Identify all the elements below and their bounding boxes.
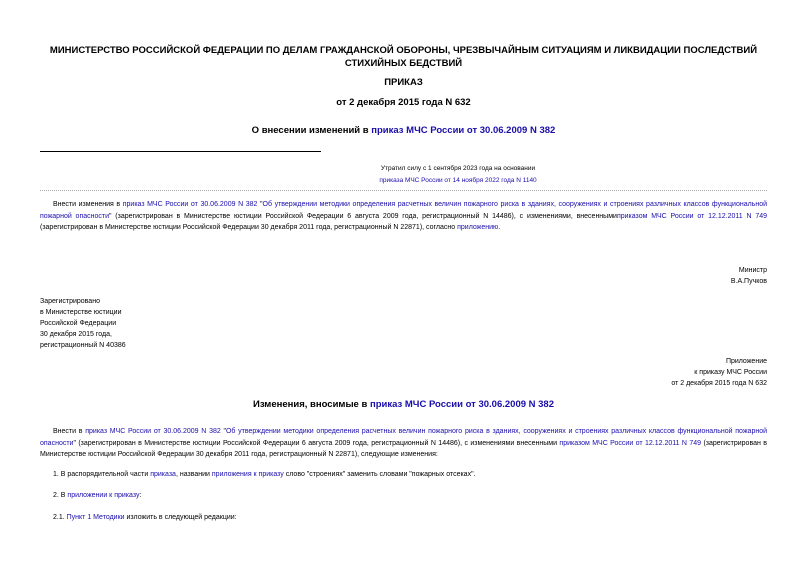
intro-text-5: . (498, 224, 501, 231)
dotted-divider (40, 190, 767, 191)
registration-line: Российской Федерации (40, 320, 117, 327)
changes-order-382-link[interactable]: приказ МЧС России от 30.06.2009 N 382 (85, 428, 221, 435)
registration-line: Зарегистрировано (40, 298, 100, 305)
order-link[interactable]: приказа (150, 471, 176, 478)
appendix-line: к приказу МЧС России (694, 369, 767, 376)
doc-type-heading: ПРИКАЗ (384, 77, 423, 88)
intro-text-3: " (зарегистрирован в Министерстве юстиции Российской Федерации 6 августа 2009 года, регистрационный N 14486), с изменениями, внесенными (109, 212, 617, 220)
intro-text-2: " (257, 201, 263, 208)
changes-text-2: " (220, 428, 226, 435)
changes-paragraph (40, 426, 767, 461)
changes-order-749-link[interactable]: приказом МЧС России от 12.12.2011 N 749 (559, 439, 702, 447)
registration-line: в Министерстве юстиции (40, 309, 122, 316)
order-date-number: от 2 декабря 2015 года N 632 (336, 97, 471, 108)
appendix-line: Приложение (725, 358, 767, 365)
item1-text-1: 1. В распорядительной части (53, 471, 151, 478)
subject-prefix: О внесении изменений в (251, 125, 372, 136)
item1-text-3: слово "строениях" заменить словами "пожарных отсеках". (283, 471, 476, 478)
order-749-link[interactable]: приказом МЧС России от 12.12.2011 N 749 (616, 212, 768, 220)
repeal-order-link[interactable]: приказа МЧС России от 14 ноября 2022 года N 1140 (379, 177, 537, 184)
status-note-text: Утратил силу с 1 сентября 2023 года на основании (380, 165, 536, 172)
appendix-to-order-link-2[interactable]: приложении к приказу (67, 492, 140, 499)
order-subject (40, 125, 767, 136)
order-382-link[interactable]: приказ МЧС России от 30.06.2009 N 382 (122, 201, 258, 208)
intro-paragraph (40, 199, 767, 234)
signer-name: В.А.Пучков (730, 278, 767, 285)
registration-line: регистрационный N 40386 (40, 342, 126, 349)
changes-text-3: " (зарегистрирован в Министерстве юстиции Российской Федерации 6 августа 2009 года, регистрационный N 14486), с изменениями внесенными (73, 439, 560, 447)
registration-line: 30 декабря 2015 года, (40, 331, 112, 338)
methodology-point-1-link[interactable]: Пункт 1 Методики (66, 514, 125, 521)
item1-text-2: , названии (175, 471, 212, 478)
subject-link[interactable]: приказ МЧС России от 30.06.2009 N 382 (371, 125, 556, 136)
appendix-to-order-link[interactable]: приложения к приказу (211, 471, 284, 478)
change-item-1 (53, 469, 476, 480)
changes-methodology-link[interactable]: Об утверждении методики определения расчетных величин пожарного риска в зданиях, сооружениях и строениях различных классов функциональной пожарной опасности (40, 428, 768, 447)
item2-text-1: 2. В (53, 492, 68, 499)
item3-text-1: 2.1. (53, 514, 67, 521)
intro-text-1: Внести изменения в (53, 201, 123, 208)
methodology-title-link[interactable]: Об утверждении методики определения расчетных величин пожарного риска в зданиях, сооружениях и строениях различных классов функциональной пожарной опасности (40, 201, 768, 220)
changes-heading-prefix: Изменения, вносимые в (252, 399, 370, 410)
changes-heading-link[interactable]: приказ МЧС России от 30.06.2009 N 382 (369, 399, 554, 410)
short-divider (40, 151, 321, 152)
ministry-heading: МИНИСТЕРСТВО РОССИЙСКОЙ ФЕДЕРАЦИИ ПО ДЕЛАМ ГРАЖДАНСКОЙ ОБОРОНЫ, ЧРЕЗВЫЧАЙНЫМ СИТУАЦИЯМ И ЛИКВИДАЦИИ ПОСЛЕДСТВИЙ СТИХИЙНЫХ БЕДСТВИЙ (49, 45, 758, 69)
change-item-2-1 (53, 512, 237, 523)
change-item-2 (53, 490, 141, 501)
changes-text-4: (зарегистрирован в Министерстве юстиции Российской Федерации 30 декабря 2011 года, регистрационный N 22871), следующие изменения: (40, 439, 767, 458)
appendix-link[interactable]: приложению (457, 224, 499, 231)
item3-text-2: изложить в следующей редакции: (124, 514, 237, 521)
item2-text-2: : (139, 492, 142, 499)
intro-text-4: (зарегистрирован в Министерстве юстиции Российской Федерации 30 декабря 2011 года, регистрационный N 22871), согласно (40, 224, 458, 231)
appendix-line: от 2 декабря 2015 года N 632 (671, 380, 767, 387)
changes-text-1: Внести в (53, 428, 86, 435)
signer-position: Министр (738, 267, 767, 274)
status-note-link-line (308, 175, 608, 186)
changes-heading (40, 399, 767, 410)
